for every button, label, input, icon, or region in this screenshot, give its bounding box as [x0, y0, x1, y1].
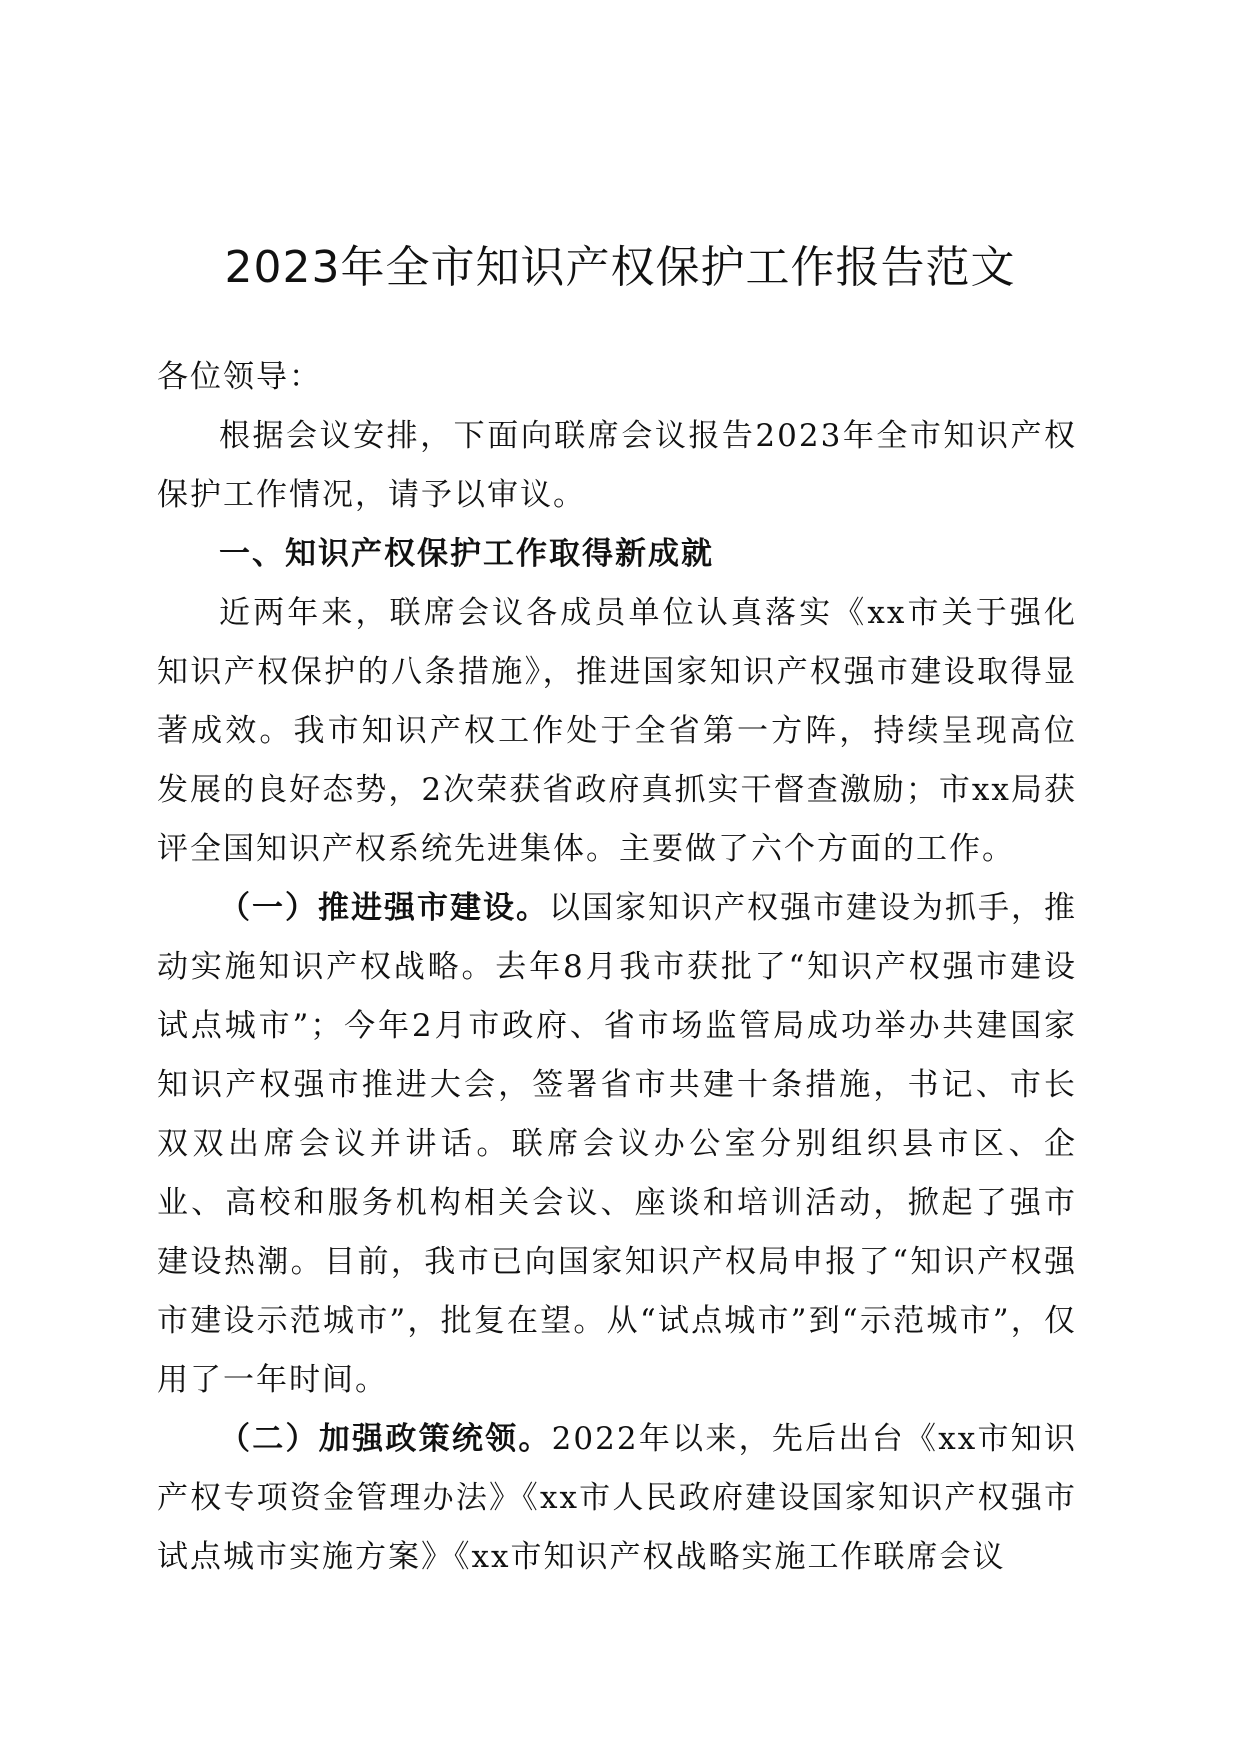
item-text-1: 以国家知识产权强市建设为抓手，推动实施知识产权战略。去年8月我市获批了“知识产权强市建设试点城市”；今年2月市政府、省市场监管局成功举办共建国家知识产权强市推进大会，签署省市共建十条措施，书记、市长双双出席会议并讲话。联席会议办公室分别组织县市区、企业、高校和服务机构相关会议、座谈和培训活动，掀起了强市建设热潮。目前，我市已向国家知识产权局申报了“知识产权强市建设示范城市”，批复在望。从“试点城市”到“示范城市”，仅用了一年时间。 [157, 890, 1077, 1398]
item-lead-2: （二）加强政策统领。 [219, 1421, 552, 1457]
intro-paragraph: 根据会议安排，下面向联席会议报告2023年全市知识产权保护工作情况，请予以审议。 [157, 418, 1077, 513]
item-paragraph-1 [157, 879, 1077, 1410]
item-lead-1: （一）推进强市建设。 [219, 890, 549, 926]
document-body [157, 348, 1077, 1587]
item-paragraph-2 [157, 1410, 1077, 1587]
section-paragraph: 近两年来，联席会议各成员单位认真落实《xx市关于强化知识产权保护的八条措施》，推进国家知识产权强市建设取得显著成效。我市知识产权工作处于全省第一方阵，持续呈现高位发展的良好态势，2次荣获省政府真抓实干督查激励；市xx局获评全国知识产权系统先进集体。主要做了六个方面的工作。 [157, 595, 1077, 867]
document-title: 2023年全市知识产权保护工作报告范文 [224, 242, 1016, 293]
item-text-2: 2022年以来，先后出台《xx市知识产权专项资金管理办法》《xx市人民政府建设国家知识产权强市试点城市实施方案》《xx市知识产权战略实施工作联席会议 [157, 1421, 1077, 1575]
section-heading: 一、知识产权保护工作取得新成就 [219, 536, 714, 572]
salutation: 各位领导： [157, 359, 322, 395]
